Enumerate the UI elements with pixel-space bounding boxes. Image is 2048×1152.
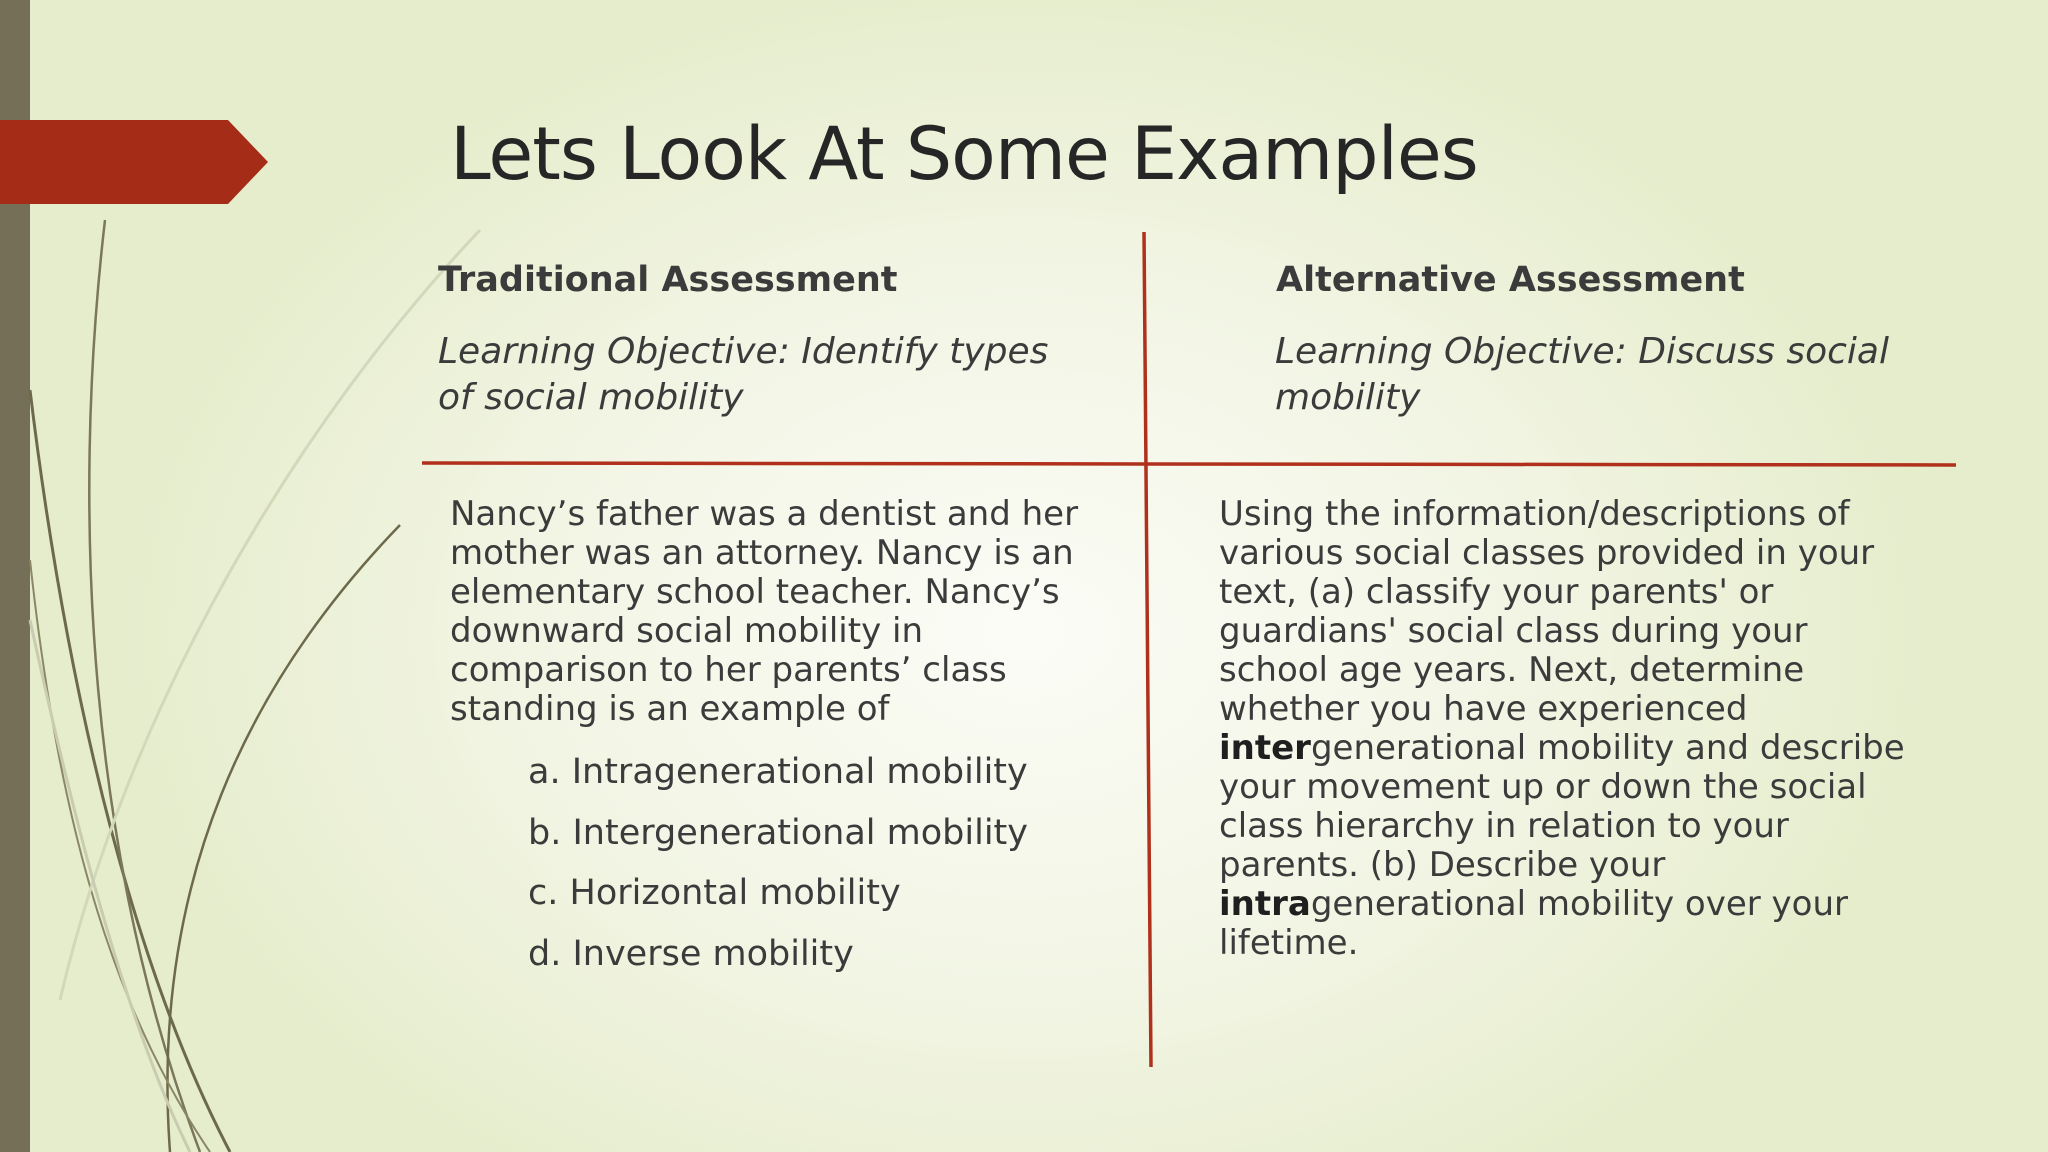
- prompt-line: various social classes provided in your: [1219, 533, 1875, 573]
- prompt-text: generational mobility over your: [1310, 884, 1849, 924]
- decorative-swoosh-line: [60, 230, 480, 1000]
- emphasis-intra: intra: [1219, 884, 1311, 924]
- prompt-line: school age years. Next, determine: [1219, 650, 1805, 690]
- traditional-learning-objective: [438, 329, 1048, 421]
- answer-option-b: b. Intergenerational mobility: [528, 812, 1028, 853]
- decorative-swoosh-line: [167, 525, 400, 1152]
- decorative-swoosh-line: [89, 220, 200, 1152]
- question-line: standing is an example of: [450, 689, 890, 729]
- prompt-text: generational mobility and describe: [1310, 728, 1905, 768]
- objective-line: of social mobility: [438, 377, 744, 418]
- decorative-swoosh-line: [30, 390, 230, 1152]
- traditional-question: [450, 495, 1078, 729]
- prompt-line: [1219, 729, 1905, 768]
- horizontal-divider: [422, 463, 1956, 465]
- question-line: comparison to her parents’ class: [450, 650, 1007, 690]
- prompt-line: parents. (b) Describe your: [1219, 845, 1666, 885]
- slide-title: Lets Look At Some Examples: [450, 112, 1478, 197]
- answer-options-list: [528, 747, 1028, 989]
- prompt-line: guardians' social class during your: [1219, 611, 1808, 651]
- alternative-prompt: [1219, 495, 1905, 963]
- objective-line: mobility: [1275, 377, 1421, 418]
- prompt-line: [1219, 885, 1905, 924]
- emphasis-inter: inter: [1219, 728, 1311, 768]
- prompt-line: Using the information/descriptions of: [1219, 494, 1850, 534]
- question-line: elementary school teacher. Nancy’s: [450, 572, 1060, 612]
- vertical-divider: [1144, 232, 1151, 1067]
- prompt-line: text, (a) classify your parents' or: [1219, 572, 1774, 612]
- question-line: mother was an attorney. Nancy is an: [450, 533, 1074, 573]
- answer-option-d: d. Inverse mobility: [528, 933, 854, 974]
- prompt-line: your movement up or down the social: [1219, 767, 1867, 807]
- traditional-assessment-heading: Traditional Assessment: [438, 260, 898, 300]
- title-accent-arrow: [0, 120, 268, 204]
- question-line: Nancy’s father was a dentist and her: [450, 494, 1079, 534]
- alternative-learning-objective: [1275, 329, 1889, 421]
- question-line: downward social mobility in: [450, 611, 923, 651]
- prompt-line: class hierarchy in relation to your: [1219, 806, 1789, 846]
- prompt-line: lifetime.: [1219, 923, 1359, 963]
- objective-line: Learning Objective: Discuss social: [1275, 331, 1889, 372]
- decorative-swoosh-line: [30, 620, 190, 1152]
- objective-line: Learning Objective: Identify types: [438, 331, 1049, 372]
- prompt-line: whether you have experienced: [1219, 689, 1748, 729]
- answer-option-a: a. Intragenerational mobility: [528, 752, 1028, 792]
- alternative-assessment-heading: Alternative Assessment: [1276, 260, 1745, 300]
- answer-option-c: c. Horizontal mobility: [528, 873, 901, 913]
